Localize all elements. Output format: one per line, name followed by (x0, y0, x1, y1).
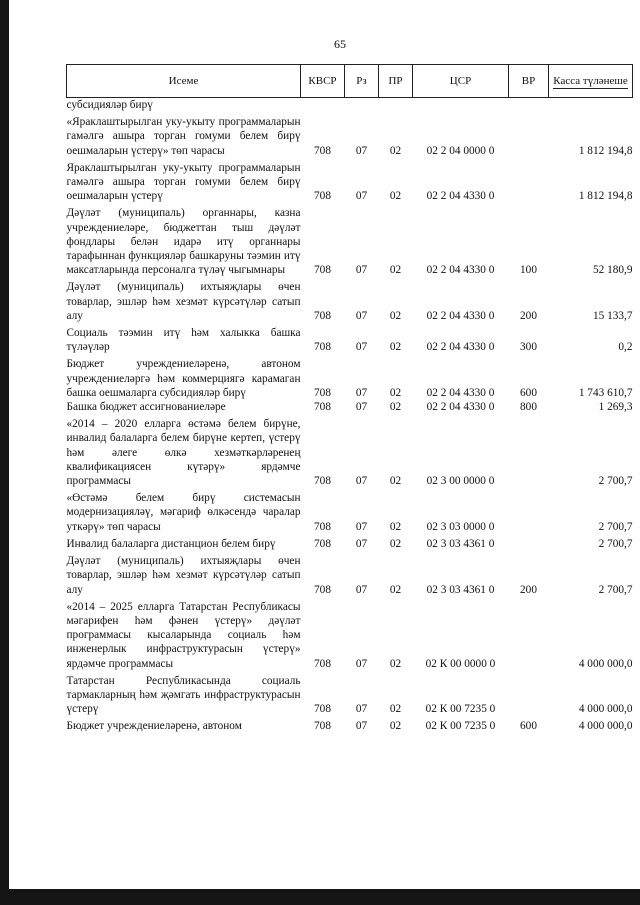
cell-kvsr: 708 (314, 537, 331, 550)
cell-pr: 02 (389, 475, 402, 488)
scan-border-bottom (0, 889, 640, 905)
cell-rz: 07 (355, 144, 368, 157)
table-row (67, 98, 633, 113)
table-row (67, 323, 633, 354)
cell-vr: 200 (520, 309, 537, 322)
cell-kvsr: 708 (314, 475, 331, 488)
cell-csr: 02 2 04 4330 0 (426, 309, 495, 322)
cell-name: «2014 – 2020 елларга өстәмә белем бирүне, инвалид балаларга белем бирүне кертеп, үстерү һәм әлеге өлкә хезмәткәрләренең квалификациясен күтәрү» ярдәмче программасы (66, 418, 301, 488)
cell-pr: 02 (389, 703, 402, 716)
cell-csr: 02 3 00 0000 0 (426, 475, 495, 488)
cell-name: Дәүләт (муниципаль) ихтыяҗлары өчен товарлар, эшләр һәм хезмәт күрсәтүләр сатып алу (66, 555, 301, 596)
cell-vr: 100 (520, 264, 537, 277)
cell-vr: 200 (520, 583, 537, 596)
cell-pr: 02 (389, 386, 402, 399)
table-row (67, 277, 633, 323)
cell-csr: 02 2 04 4330 0 (426, 264, 495, 277)
cell-kassa: 2 700,7 (598, 520, 633, 533)
cell-kassa: 15 133,7 (592, 309, 633, 322)
cell-kvsr: 708 (314, 520, 331, 533)
cell-vr: 800 (520, 401, 537, 414)
cell-name: Социаль тәэмин итү һәм халыкка башка түләүләр (66, 327, 301, 354)
cell-kvsr: 708 (314, 703, 331, 716)
cell-rz: 07 (355, 720, 368, 733)
cell-name: Бюджет учреждениеләренә, автоном (66, 720, 242, 733)
cell-pr: 02 (389, 190, 402, 203)
table-row (67, 158, 633, 204)
cell-vr: 600 (520, 386, 537, 399)
cell-kassa: 4 000 000,0 (578, 703, 633, 716)
cell-kassa: 1 812 194,8 (578, 144, 633, 157)
table-row (67, 203, 633, 277)
cell-vr (509, 112, 549, 158)
cell-rz: 07 (355, 264, 368, 277)
scan-border-left (0, 0, 9, 905)
table-row (67, 488, 633, 534)
cell-csr: 02 К 00 7235 0 (425, 703, 496, 716)
table-row (67, 597, 633, 671)
table-row (67, 716, 633, 733)
header-name: Исеме (67, 65, 301, 98)
cell-pr: 02 (389, 583, 402, 596)
cell-vr (509, 671, 549, 717)
cell-pr: 02 (389, 401, 402, 414)
cell-name: Дәүләт (муниципаль) ихтыяҗлары өчен товарлар, эшләр һәм хезмәт күрсәтүләр сатып алу (66, 281, 301, 322)
cell-kassa: 1 269,3 (598, 401, 633, 414)
cell-vr (509, 534, 549, 551)
header-pr: ПР (379, 65, 413, 98)
cell-csr: 02 2 04 4330 0 (426, 386, 495, 399)
cell-csr: 02 2 04 4330 0 (426, 341, 495, 354)
cell-name: Дәүләт (муниципаль) органнары, казна учреждениеләре, бюджеттан тыш дәүләт фондлары белән идарә итү органнары тарафыннан функцияләр башкаруны тәэмин итү максатларында персоналга түләү чыгымнары (66, 207, 301, 277)
cell-vr: 300 (520, 341, 537, 354)
cell-name: Башка бюджет ассигнованиеләре (66, 401, 226, 414)
cell-kassa: 4 000 000,0 (578, 657, 633, 670)
cell-name: «2014 – 2025 елларга Татарстан Республикасы мәгарифен һәм фәнен үстерү» дәүләт программасы кысаларында социаль һәм инженерлык инфраструктурасын үстерү» ярдәмче программасы (66, 600, 301, 670)
cell-kvsr: 708 (314, 309, 331, 322)
cell-vr (509, 158, 549, 204)
cell-pr: 02 (389, 341, 402, 354)
cell-csr: 02 3 03 0000 0 (426, 520, 495, 533)
cell-rz (345, 98, 379, 113)
header-csr: ЦСР (413, 65, 509, 98)
header-rz: Рз (345, 65, 379, 98)
table-row (67, 551, 633, 597)
cell-kvsr (301, 98, 345, 113)
cell-pr: 02 (389, 144, 402, 157)
cell-name: Яраклаштырылган уку-укыту программаларын гамәлгә ашыра торган гомуми белем бирү оешмаларын үстерү (66, 161, 301, 203)
cell-rz: 07 (355, 583, 368, 596)
cell-rz: 07 (355, 386, 368, 399)
cell-pr: 02 (389, 309, 402, 322)
cell-kvsr: 708 (314, 386, 331, 399)
cell-name: Бюджет учреждениеләренә, автоном учреждениеләргә һәм коммерциягә карамаган башка оешмаларга субсидияләр бирү (66, 358, 301, 399)
header-kassa (549, 65, 633, 98)
cell-csr: 02 К 00 7235 0 (425, 720, 496, 733)
cell-kassa: 1 812 194,8 (578, 190, 633, 203)
header-kvsr: КВСР (301, 65, 345, 98)
cell-kassa: 52 180,9 (592, 264, 633, 277)
cell-vr (509, 488, 549, 534)
cell-kvsr: 708 (314, 583, 331, 596)
cell-kassa: 2 700,7 (598, 537, 633, 550)
cell-vr (509, 597, 549, 671)
table-row (67, 400, 633, 414)
cell-kvsr: 708 (314, 657, 331, 670)
header-vr: ВР (509, 65, 549, 98)
cell-kassa: 4 000 000,0 (578, 720, 633, 733)
cell-rz: 07 (355, 475, 368, 488)
cell-kvsr: 708 (314, 720, 331, 733)
cell-kvsr: 708 (314, 190, 331, 203)
table-header-row (67, 65, 633, 98)
cell-rz: 07 (355, 309, 368, 322)
cell-csr: 02 3 03 4361 0 (426, 537, 495, 550)
cell-kassa: 1 743 610,7 (578, 386, 633, 399)
header-kassa-label: Касса түләнеше (553, 74, 628, 87)
cell-pr: 02 (389, 657, 402, 670)
cell-name: «Яраклаштырылган уку-укыту программаларын гамәлгә ашыра торган гомуми белем бирү оешмаларын үстерү» төп чарасы (66, 116, 301, 157)
cell-kassa: 0,2 (618, 341, 633, 354)
cell-csr: 02 3 03 4361 0 (426, 583, 495, 596)
cell-csr: 02 2 04 0000 0 (426, 144, 495, 157)
cell-pr: 02 (389, 720, 402, 733)
cell-vr (509, 98, 549, 113)
cell-pr: 02 (389, 537, 402, 550)
cell-rz: 07 (355, 341, 368, 354)
cell-csr (413, 98, 509, 113)
cell-rz: 07 (355, 537, 368, 550)
table-row (67, 354, 633, 400)
cell-rz: 07 (355, 520, 368, 533)
cell-kassa: 2 700,7 (598, 583, 633, 596)
cell-name: «Өстәмә белем бирү системасын модернизацияләү, мәгариф өлкәсендә чаралар уткәрү» төп чарасы (66, 492, 301, 533)
cell-rz: 07 (355, 401, 368, 414)
cell-kvsr: 708 (314, 264, 331, 277)
cell-rz: 07 (355, 190, 368, 203)
cell-kassa (549, 98, 633, 113)
table-row (67, 414, 633, 488)
budget-table (66, 64, 633, 734)
page-number: 65 (334, 37, 346, 51)
cell-csr: 02 2 04 4330 0 (426, 190, 495, 203)
cell-kassa: 2 700,7 (598, 475, 633, 488)
cell-rz: 07 (355, 657, 368, 670)
cell-csr: 02 К 00 0000 0 (425, 657, 496, 670)
cell-vr: 600 (520, 720, 537, 733)
cell-pr (379, 98, 413, 113)
cell-name: субсидияләр бирү (66, 99, 153, 111)
table-row (67, 671, 633, 717)
table-row (67, 534, 633, 551)
cell-pr: 02 (389, 264, 402, 277)
cell-name: Инвалид балаларга дистанцион белем бирү (66, 537, 276, 550)
cell-pr: 02 (389, 520, 402, 533)
cell-rz: 07 (355, 703, 368, 716)
cell-kvsr: 708 (314, 341, 331, 354)
cell-kvsr: 708 (314, 401, 331, 414)
cell-csr: 02 2 04 4330 0 (426, 401, 495, 414)
cell-kvsr: 708 (314, 144, 331, 157)
cell-vr (509, 414, 549, 488)
table-row (67, 112, 633, 158)
cell-name: Татарстан Республикасында социаль тармакларның һәм җәмгать инфраструктурасын үстерү (66, 674, 301, 716)
